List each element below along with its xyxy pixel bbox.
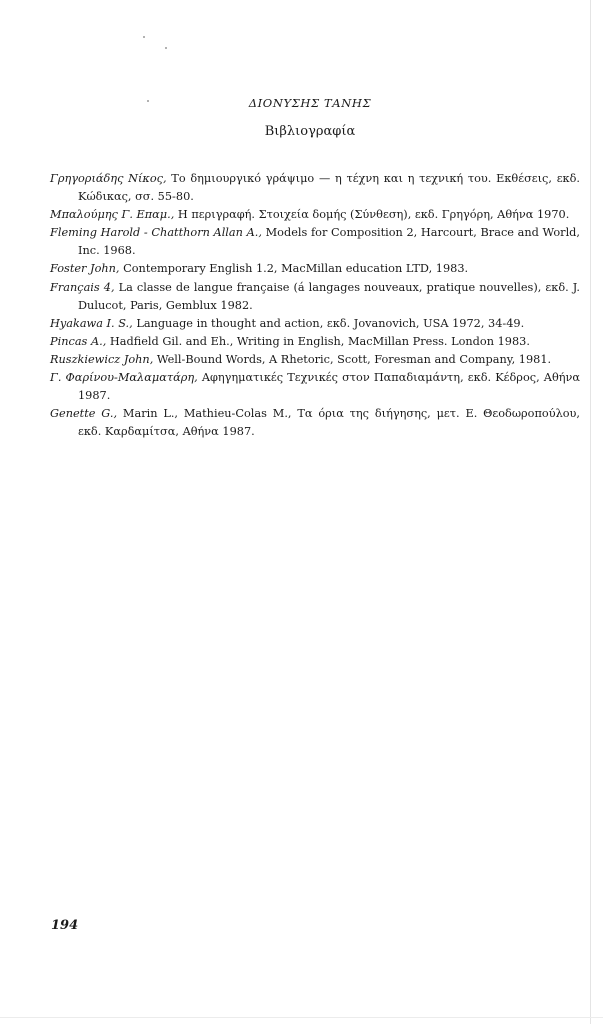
entry-author: Français 4,	[50, 280, 115, 294]
entry-author: Μπαλούμης Γ. Επαμ.,	[50, 208, 175, 222]
entry-details: Language in thought and action, εκδ. Jovanovich, USA 1972, 34-49.	[136, 316, 525, 330]
scan-speck	[165, 47, 167, 49]
entry-author: Ruszkiewicz John,	[50, 352, 154, 366]
entry-author: Pincas A.,	[50, 334, 107, 348]
entry-details: Well-Bound Words, A Rhetoric, Scott, Foresman and Company, 1981.	[156, 352, 552, 366]
entry-details: Marin L., Mathieu-Colas M., Τα όρια της διήγησης, μετ. Ε. Θεοδωροπούλου, εκδ. Καρδαμίτσα, Αθήνα 1987.	[78, 407, 580, 439]
page-number: 194	[51, 918, 79, 933]
entry-details: Contemporary English 1.2, MacMillan education LTD, 1983.	[123, 262, 469, 276]
bibliography-entry	[50, 333, 580, 351]
bibliography-entry	[50, 405, 580, 441]
entry-author: Γρηγοριάδης Νίκος,	[50, 172, 167, 185]
entry-author: Hyakawa I. S.,	[50, 316, 133, 330]
bibliography-entry	[50, 369, 580, 405]
entry-author: Γ. Φαρίνου-Μαλαματάρη,	[50, 371, 198, 385]
section-title: Βιβλιογραφία	[264, 124, 356, 139]
entry-details: La classe de langue française (á langages nouveaux, pratique nouvelles), εκδ. J. Dulucot, Paris, Gemblux 1982.	[78, 280, 580, 312]
entry-details: Η περιγραφή. Στοιχεία δομής (Σύνθεση), εκδ. Γρηγόρη, Αθήνα 1970.	[177, 208, 570, 222]
entry-author: Genette G.,	[50, 407, 118, 421]
entry-author: Foster John,	[50, 262, 120, 276]
entry-details: Το δημιουργικό γράψιμο — η τέχνη και η τεχνική του. Εκθέσεις, εκδ. Κώδικας, σσ. 55-80.	[78, 172, 581, 204]
scan-speck	[143, 36, 145, 38]
entry-author: Fleming Harold - Chatthorn Allan A.,	[50, 226, 262, 240]
bibliography-entry	[50, 279, 580, 315]
bibliography-entry	[50, 224, 580, 260]
bibliography-entry	[50, 351, 580, 369]
running-header: ΔΙΟΝΥΣΗΣ ΤΑΝΗΣ	[248, 96, 372, 110]
entry-details: Αφηγηματικές Τεχνικές στον Παπαδιαμάντη, εκδ. Κέδρος, Αθήνα 1987.	[78, 371, 581, 403]
page-edge-shadow	[590, 0, 591, 1024]
bibliography-entry	[50, 206, 580, 224]
bibliography-entry	[50, 315, 580, 333]
entry-details: Models for Composition 2, Harcourt, Brace and World, Inc. 1968.	[78, 226, 580, 258]
entry-details: Hadfield Gil. and Eh., Writing in English, MacMillan Press. London 1983.	[109, 334, 530, 348]
bibliography-list	[50, 170, 580, 441]
bibliography-entry	[50, 260, 580, 278]
bibliography-entry	[50, 170, 580, 206]
page-bottom-edge	[0, 1017, 603, 1018]
